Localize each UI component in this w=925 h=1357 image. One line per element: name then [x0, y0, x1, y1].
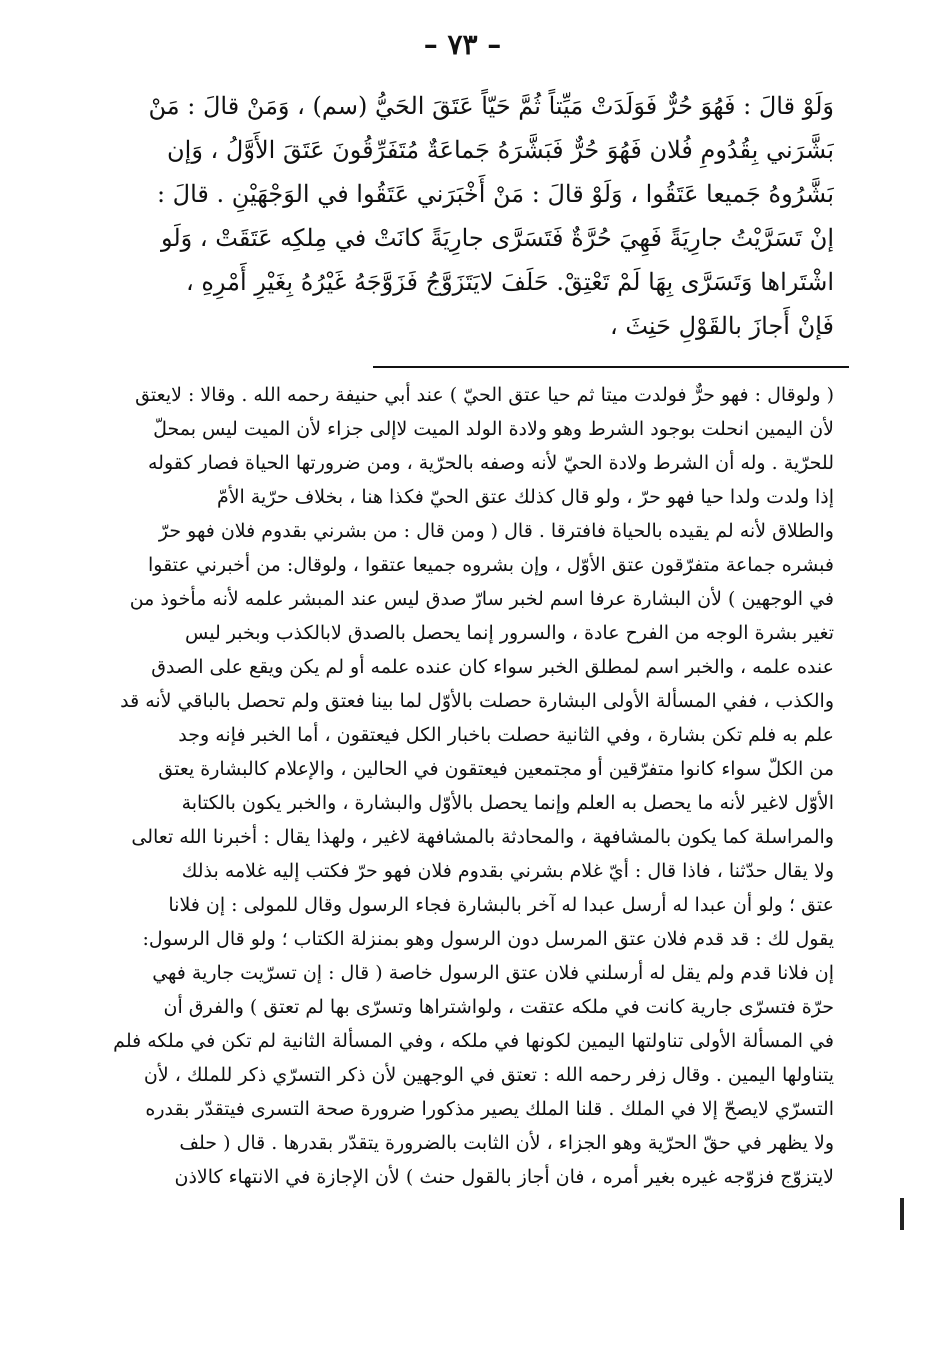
- commentary-line: والمراسلة كما يكون بالمشافهة ، والمحادثة بالمشافهة لاغير ، ولهذا يقال : أخبرنا الله تعالى: [131, 826, 834, 848]
- main-text: [92, 84, 834, 348]
- commentary-line: التسرّي لايصحّ إلا في الملك . قلنا الملك يصير مذكورا ضرورة صحة التسرى فيتقدّر بقدره: [145, 1098, 834, 1120]
- commentary-line: فبشره جماعة متفرّقون عتق الأوّل ، وإن بشروه جميعا عتقوا ، ولوقال: من أخبرني عتقوا: [147, 554, 834, 576]
- commentary-line: الأوّل لاغير لأنه ما يحصل به العلم وإنما يحصل بالأوّل والبشارة ، والخبر يكون بالكتابة: [181, 792, 834, 814]
- commentary-text: [88, 378, 834, 1194]
- main-text-line: اشْتَراها وَتَسَرَّى بِهَا لَمْ تَعْتِقْ. حَلَفَ لايَتَزَوَّجُ فَزَوَّجَهُ غَيْرُهُ بِغَيْرِ أَمْرِهِ ،: [185, 268, 834, 296]
- main-text-line: بَشَّرُوهُ جَميعا عَتَقُوا ، وَلَوْ قالَ : مَنْ أَخْبَرَني عَتَقُوا في الوَجْهَيْنِ . قالَ :: [156, 180, 834, 208]
- commentary-line: في الوجهين ) لأن البشارة عرفا اسم لخبر سارّ صدق ليس عند المبشر علمه لأنه مأخوذ من: [129, 588, 834, 610]
- commentary-line: في المسألة الأولى تناولتها اليمين لكونها في ملكه ، وفي المسألة الثانية لم تكن في ملكه فلم: [113, 1030, 834, 1052]
- commentary-line: يتناولها اليمين . وقال زفر رحمه الله : تعتق في الوجهين لأن ذكر التسرّي ذكر للملك ، لأن: [143, 1064, 834, 1086]
- commentary-line: لأن اليمين انحلت بوجود الشرط وهو ولادة الولد الميت لاإلى جزاء لأن الميت ليس بمحلّ: [153, 418, 834, 440]
- section-divider: [373, 366, 849, 368]
- commentary-line: ولا يظهر في حقّ الحرّية وهو الجزاء ، لأن الثابت بالضرورة يتقدّر بقدرها . قال ( حلف: [179, 1132, 834, 1154]
- commentary-line: والطلاق لأنه لم يقيده بالحياة فافترقا . قال ( ومن قال : من بشرني بقدوم فلان فهو حرّ: [158, 520, 834, 542]
- commentary-line: ( ولوقال : فهو حرٌّ فولدت ميتا ثم حيا عتق الحيّ ) عند أبي حنيفة رحمه الله . وقالا : لايعتق: [135, 384, 834, 406]
- commentary-line: ولا يقال حدّثنا ، فاذا قال : أيّ غلام بشرني بقدوم فلان فهو حرّ فكتب إليه غلامه بذلك: [181, 860, 834, 882]
- commentary-line: حرّة فتسرّى جارية كانت في ملكه عتقت ، ولواشتراها وتسرّى بها لم تعتق ) والفرق أن: [163, 996, 834, 1018]
- main-text-line: فَإنْ أَجازَ بالقَوْلِ حَنِثَ ،: [609, 312, 834, 340]
- commentary-line: للحرّية . وله أن الشرط ولادة الحيّ لأنه وصفه بالحرّية ، ومن ضرورتها الحياة فصار كقوله: [147, 452, 834, 474]
- commentary-line: إن فلانا قدم ولم يقل له أرسلني فلان عتق الرسول خاصة ( قال : إن تسرّيت جارية فهي: [152, 962, 834, 984]
- main-text-line: وَلَوْ قالَ : فَهُوَ حُرٌّ فَوَلَدَتْ مَيِّتاً ثُمَّ حَيّاً عَتَقَ الحَيُّ (سم) ، وَمَنْ قالَ : مَنْ: [148, 92, 834, 120]
- commentary-line: عنده علمه ، والخبر اسم لمطلق الخبر سواء كان عنده علمه أو لم يكن ويقع على الصدق: [151, 656, 834, 678]
- commentary-line: لايتزوّج فزوّجه غيره بغير أمره ، فان أجاز بالقول حنث ) لأن الإجازة في الانتهاء كالاذن: [174, 1166, 834, 1188]
- page-number: – ٧٣ –: [423, 28, 502, 61]
- main-text-line: بَشَّرَني بِقُدُومِ فُلان فَهُوَ حُرٌّ فَبَشَّرَهُ جَماعَةٌ مُتَفَرِّقُونَ عَتَقَ الأَوَّلُ ، وَإن: [167, 136, 834, 164]
- commentary-line: تغير بشرة الوجه من الفرح عادة ، والسرور إنما يحصل بالصدق لابالكذب وبخبر ليس: [184, 622, 834, 644]
- margin-mark: [900, 1198, 904, 1230]
- commentary-line: علم به فلم تكن بشارة ، وفي الثانية حصلت باخبار الكل فيعتقون ، أما الخبر فإنه وجد: [178, 724, 834, 746]
- commentary-line: من الكلّ سواء كانوا متفرّقين أو مجتمعين فيعتقون في الحالين ، والإعلام كالبشارة يعتق: [158, 758, 834, 780]
- commentary-line: والكذب ، ففي المسألة الأولى البشارة حصلت بالأوّل لما بينا فعتق ولم تحصل بالباقي لأنه قد: [120, 690, 834, 712]
- commentary-line: عتق ؛ ولو أن عبدا له أرسل عبدا له آخر بالبشارة فجاء الرسول وقال للمولى : إن فلانا: [168, 894, 834, 916]
- main-text-line: إنْ تَسَرَّيْتُ جارِيَةً فَهِيَ حُرَّةٌ فَتَسَرَّى جارِيَةً كانَتْ في مِلكِه عَتَقَتْ ، وَلَو: [160, 224, 834, 252]
- commentary-line: يقول لك : قد قدم فلان عتق المرسل دون الرسول وهو بمنزلة الكتاب ؛ ولو قال الرسول:: [142, 928, 834, 950]
- commentary-line: إذا ولدت ولدا حيا فهو حرّ ، ولو قال كذلك عتق الحيّ فكذا هنا ، بخلاف حرّية الأمّ: [216, 486, 834, 508]
